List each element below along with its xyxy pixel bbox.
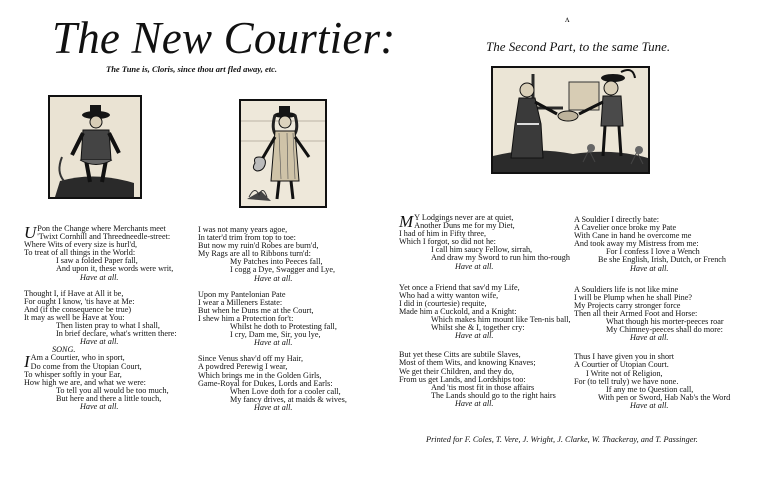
printer-imprint: Printed for F. Coles, T. Vere, J. Wright, J. Clarke, W. Thackeray, and T. Passinger.	[426, 435, 698, 444]
verse-line: But when he Duns me at the Court,	[198, 305, 314, 315]
tune-line: The Tune is, Cloris, since thou art fled away, etc.	[106, 64, 278, 74]
verse-line: But now my ruin'd Robes are burn'd,	[198, 241, 319, 251]
stanza-3-1	[399, 214, 571, 271]
verse-line: To treat of all things in the World:	[24, 248, 136, 258]
verse-line: Whilst he doth to Protesting fall,	[230, 322, 337, 332]
stanza-1-2	[24, 290, 177, 347]
verse-line: Upon my Pantelonian Pate	[198, 289, 286, 299]
ink-mark: ʌ	[565, 14, 570, 24]
verse-line: It may as well be Have at You:	[24, 312, 125, 322]
refrain: Have at all.	[254, 338, 293, 348]
verse-line: Which makes him mount like Ten-nis ball,	[431, 315, 571, 325]
verse-line: But here and there a little touch,	[56, 393, 162, 403]
verse-line: Be she English, Irish, Dutch, or French	[598, 255, 727, 265]
verse-line: I did in (courtesie) requite,	[399, 298, 487, 308]
verse-line: To whisper softly in your Ear,	[24, 369, 122, 379]
verse-line: Yet once a Friend that sav'd my Life,	[399, 282, 520, 292]
refrain: Have at all.	[455, 331, 494, 341]
verse-line: I wear a Milleners Estate:	[198, 297, 283, 307]
stanza-2-3	[198, 355, 347, 412]
stanza-4-1	[574, 216, 730, 273]
verse-line: My fancy drives, at maids & wives,	[230, 394, 347, 404]
verse-line: We get their Children, and they do,	[399, 366, 514, 376]
verse-line: My Rags are all to Ribbons turn'd:	[198, 249, 311, 259]
refrain: Have at all.	[254, 273, 293, 283]
drop-cap-i: I	[24, 352, 30, 372]
verse-line: I saw a folded Paper fall,	[56, 256, 138, 266]
ballad-title: The New Courtier:	[52, 13, 396, 63]
drop-cap-m: M	[399, 212, 414, 231]
stanza-gap	[574, 273, 730, 286]
verse-line: Who had a witty wanton wife,	[399, 290, 499, 300]
verse-line: My Patches into Peeces fall,	[230, 257, 323, 267]
verse-line: Since Venus shav'd off my Hair,	[198, 354, 303, 364]
verse-line: I call him saucy Fellow, sirrah,	[431, 245, 533, 255]
refrain: Have at all.	[455, 261, 494, 271]
column-2	[198, 226, 347, 412]
verse-line: The Lands should go to the right hairs	[431, 390, 556, 400]
stanza-4-2	[574, 286, 730, 343]
verse-line: And upon it, these words were writ,	[56, 264, 174, 274]
refrain: Have at all.	[630, 333, 669, 343]
verse-line: Y Lodgings never are at quiet,	[414, 213, 514, 222]
verse-line: Then listen pray to what I shall,	[56, 321, 160, 331]
refrain: Have at all.	[80, 337, 119, 347]
stanza-4-3	[574, 353, 730, 410]
verse-line: Made him a Cuckold, and a Knight:	[399, 306, 517, 316]
verse-line: I cogg a Dye, Swagger and Lye,	[230, 265, 336, 275]
stanza-3-2	[399, 284, 571, 341]
man-with-bag-woodcut	[239, 99, 327, 208]
verse-line: Which I forgot, so did not he:	[399, 237, 496, 247]
verse-line: A powdred Perewig I wear,	[198, 362, 288, 372]
column-4	[574, 216, 730, 410]
verse-line: A Courtier of Utopian Court.	[574, 360, 669, 370]
refrain: Have at all.	[455, 398, 494, 408]
verse-line: I had of him in Fifty three,	[399, 229, 487, 239]
verse-line: 'Twixt Cornhill and Threedneedle-street:	[37, 232, 171, 242]
verse-line: When Love doth for a cooler call,	[230, 386, 341, 396]
song-heading: SONG.	[52, 345, 76, 355]
verse-line: I cry, Dam me, Sir, you lye,	[230, 330, 321, 340]
verse-line: But yet these Citts are subtile Slaves,	[399, 350, 521, 360]
verse-line: With Cane in hand he overcome me	[574, 231, 692, 241]
refrain: Have at all.	[80, 401, 119, 411]
courtier-woodcut	[48, 95, 142, 199]
verse-line: Where Wits of every size is hurl'd,	[24, 240, 138, 250]
verse-line: For I confess I love a Wench	[606, 247, 700, 257]
stanza-1-1	[24, 225, 177, 282]
verse-line: A Cavelier once broke my Pate	[574, 223, 677, 233]
verse-line: In brief declare, what's written there:	[56, 329, 177, 339]
verse-line: Most of them Wits, and knowing Knaves;	[399, 358, 536, 368]
verse-line: How high we are, and what we were:	[24, 377, 146, 387]
stanza-3-3	[399, 351, 571, 408]
stanza-gap	[399, 271, 571, 284]
verse-line: Thus I have given you in short	[574, 352, 675, 362]
verse-line: Then all their Armed Foot and Horse:	[574, 308, 698, 318]
verse-line: In tater'd trim from top to toe:	[198, 233, 296, 243]
verse-line: And 'tis most fit in those affairs	[431, 382, 535, 392]
verse-line: Which brings me in the Golden Girls,	[198, 370, 322, 380]
verse-line: Game-Royal for Dukes, Lords and Earls:	[198, 378, 333, 388]
verse-line: I will be Plump when he shall Pine?	[574, 292, 693, 302]
verse-line: What though his morter-peeces roar	[606, 317, 724, 327]
verse-line: And (if the consequence be true)	[24, 304, 132, 314]
drop-cap-u: U	[24, 223, 37, 242]
stanza-1-3	[24, 354, 177, 411]
verse-line: Pon the Change where Merchants meet	[37, 224, 166, 233]
refrain: Have at all.	[630, 400, 669, 410]
verse-line: My Projects carry stronger force	[574, 300, 681, 310]
second-part-heading: The Second Part, to the same Tune.	[486, 39, 671, 54]
verse-line: With pen or Sword, Hab Nab's the Word	[598, 392, 731, 402]
verse-line: To tell you all would be too much,	[56, 385, 169, 395]
verse-line: From us get Lands, and Lordships too:	[399, 374, 526, 384]
column-3	[399, 214, 571, 408]
verse-line: Thought I, if Have at All it be,	[24, 288, 124, 298]
verse-line: For ought I know, 'tis have at Me:	[24, 296, 135, 306]
stanza-2-2	[198, 291, 347, 348]
verse-line: Another Duns me for my Diet,	[414, 221, 515, 231]
verse-line: Am a Courtier, who in sport,	[30, 353, 125, 363]
verse-line: Whilst she & I, together cry:	[431, 323, 525, 333]
stanza-2-1	[198, 226, 347, 283]
verse-line: Do come from the Utopian Court,	[30, 361, 142, 371]
verse-line: My Chimney-peeces shall do more:	[606, 325, 723, 335]
refrain: Have at all.	[630, 263, 669, 273]
couple-woodcut	[491, 66, 650, 174]
verse-line: If any me to Question call,	[606, 384, 694, 394]
refrain: Have at all.	[254, 402, 293, 412]
verse-line: A Souldiers life is not like mine	[574, 284, 679, 294]
verse-line: I shew him a Protection for't:	[198, 313, 294, 323]
verse-line: For (to tell truly) we have none.	[574, 376, 679, 386]
verse-line: A Souldier I directly bate:	[574, 215, 660, 224]
column-1	[24, 225, 177, 411]
verse-line: And took away my Mistress from me:	[574, 239, 699, 249]
verse-line: I Write not of Religion,	[586, 368, 663, 378]
verse-line: I was not many years agoe,	[198, 225, 288, 234]
verse-line: And draw my Sword to run him tho-rough	[431, 253, 570, 263]
refrain: Have at all.	[80, 272, 119, 282]
